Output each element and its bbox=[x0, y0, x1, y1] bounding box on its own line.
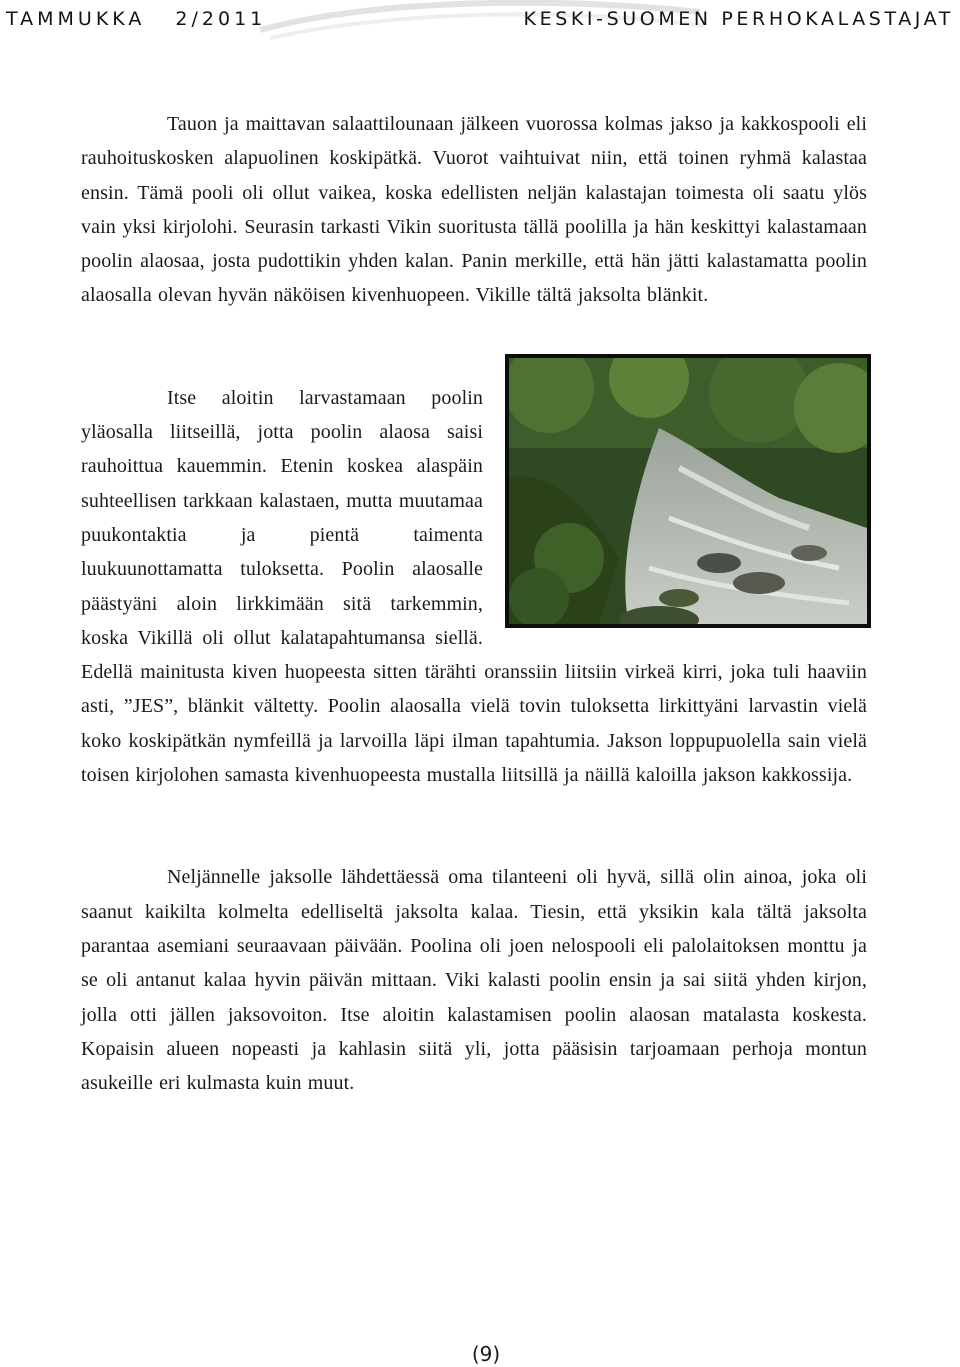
article-paragraph-2: Itse aloitin larvastamaan poolin yläosalla liitseillä, jotta poolin alaosa saisi rauhoittua kauemmin. Etenin koskea alaspäin suhteellisen tarkkaan kalastaen, mutta muutamaa puukontaktia ja pientä taimenta luukuunottamatta tuloksetta. Poolin alaosalle päästyäni aloin lirkkimään sitä tarkemmin, koska Vikillä oli ollut kalatapahtumansa siellä. Edellä mainitusta kiven huopeesta sitten tärähti oranssiin liitsiin virkeä kirri, joka tuli haaviin asti, ”JES”, blänkit vältetty. Poolin alaosalla vielä tovin tuloksetta lirkittyäni larvastin vielä koko koskipätkän nymfeillä ja larvoilla läpi ilman tapahtumia. Jakson loppupuolella sain vielä toisen kirjolohen samasta kivenhuopeesta mustalla liitsillä ja näillä kaloilla jakson kakkossija. bbox=[81, 386, 867, 787]
issue-number: 2/2011 bbox=[175, 8, 267, 30]
paragraph-gap bbox=[81, 792, 867, 826]
river-rapids-photo bbox=[505, 354, 871, 628]
article-paragraph-3: Neljännelle jaksolle lähdettäessä oma tilanteeni oli hyvä, sillä olin ainoa, joka oli saanut kaikilta kolmelta edelliseltä jaksolta kalaa. Tiesin, että yksikin kala tältä jaksolta parantaa asemiani seuraavaan päivään. Poolina oli joen nelospooli eli palolaitoksen monttu ja se oli antanut kalaa hyvin päivän mittaan. Viki kalasti poolin ensin ja sai siitä yhden kirjon, jolla otti jällen jaksovoiton. Itse aloitin kalastamisen poolin alaosan matalasta koskesta. Kopaisin alueen nopeasti ja kahlasin siitä yli, jotta pääsisin tarjoamaan perhoja montun asukeille eri kulmasta kuin muut. bbox=[81, 866, 867, 1095]
header-left bbox=[6, 8, 266, 30]
publication-name: TAMMUKKA bbox=[6, 8, 146, 30]
paragraph-gap bbox=[81, 313, 867, 347]
page-number: (9) bbox=[471, 1342, 501, 1366]
organization-name: KESKI-SUOMEN PERHOKALASTAJAT bbox=[523, 8, 954, 30]
paragraph-with-photo bbox=[81, 381, 867, 793]
page-header bbox=[0, 0, 960, 44]
river-photo-illustration bbox=[509, 358, 867, 624]
article-paragraph-1: Tauon ja maittavan salaattilounaan jälkeen vuorossa kolmas jakso ja kakkospooli eli rauhoituskosken alapuolinen koskipätkä. Vuorot vaihtuivat niin, että toinen ryhmä kalastaa ensin. Tämä pooli oli ollut vaikea, koska edellisten neljän kalastajan toimesta oli saatu ylös vain yksi kirjolohi. Seurasin tarkasti Vikin suoritusta tällä poolilla ja hän keskittyi kalastamaan poolin alaosaa, josta pudottikin yhden kalan. Panin merkille, että hän jätti kalastamatta poolin alaosalla olevan hyvän näköisen kivenhuopeen. Vikille tältä jaksolta blänkit. bbox=[81, 113, 867, 307]
paragraph-gap bbox=[81, 826, 867, 860]
article-body bbox=[81, 107, 867, 1100]
